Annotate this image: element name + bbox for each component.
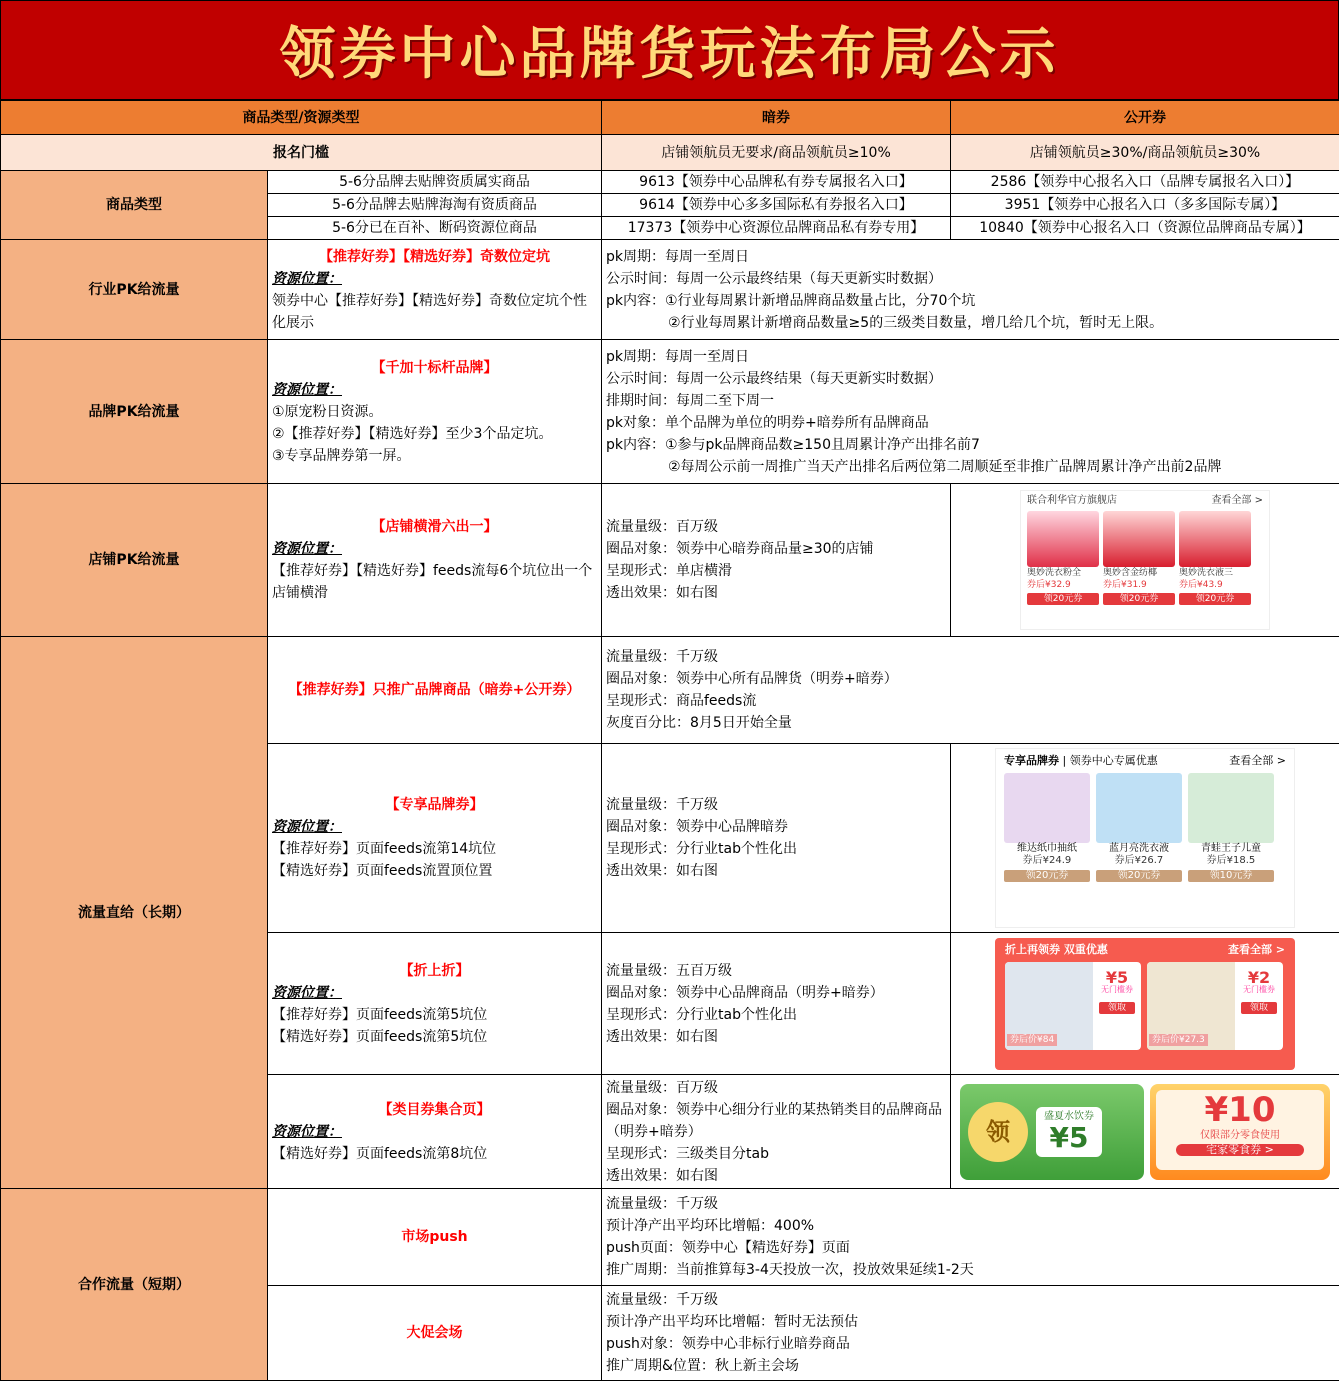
- snack-coupon-card: [1150, 1084, 1330, 1180]
- product-name: 蓝月亮洗衣液: [1109, 843, 1169, 854]
- product-card: [1103, 511, 1175, 605]
- claim-circle: 领: [968, 1102, 1028, 1162]
- rule-line: push页面：领券中心【精选好券】页面: [606, 1240, 850, 1256]
- product-row: [1021, 511, 1269, 605]
- direct-label: 流量直给（长期）: [1, 637, 268, 1189]
- discount-preview: [951, 933, 1339, 1075]
- rule-line: 流量量级：百万级: [606, 519, 718, 535]
- shop-pk-row: [1, 484, 1339, 637]
- coupon-condition: 无门槛券: [1101, 984, 1133, 994]
- rule-line: ②每周公示前一周推广当天产出排名后两位第二周顺延至非推广品牌周累计净产出前2品牌: [668, 458, 1222, 475]
- resource-location-text: 【推荐好券】【精选好券】feeds流每6个坑位出一个店铺横滑: [272, 563, 593, 601]
- coop-promo-name: [268, 1286, 602, 1381]
- discount-card: [1005, 962, 1141, 1050]
- product-image: [1179, 511, 1251, 567]
- rule-line: 灰度百分比：8月5日开始全量: [606, 715, 792, 731]
- product-image: [1096, 773, 1182, 843]
- product-card: [1188, 773, 1274, 882]
- rule-line: 流量量级：千万级: [606, 1196, 718, 1212]
- direct-category-rules: [602, 1075, 951, 1189]
- coupon-button: 领20元券: [1004, 870, 1090, 882]
- brand-pk-resource: [268, 340, 602, 484]
- goods-type-desc: 5-6分已在百补、断码资源位商品: [268, 217, 602, 240]
- coop-push-name: [268, 1189, 602, 1286]
- store-header: [1021, 491, 1269, 511]
- direct-exclusive-highlight: 【专享品牌券】: [385, 797, 484, 813]
- goods-type-dark: 17373【领券中心资源位品牌商品私有券专用】: [602, 217, 951, 240]
- shop-pk-highlight: 【店铺横滑六出一】: [371, 519, 498, 535]
- direct-rec-highlight: 【推荐好券】只推广品牌商品（暗券+公开券）: [288, 682, 581, 698]
- discount-header: [995, 938, 1295, 962]
- store-name: 联合利华官方旗舰店: [1027, 495, 1117, 506]
- exclusive-title: 专享品牌券: [1004, 754, 1059, 767]
- industry-pk-row: [1, 240, 1339, 340]
- resource-line: ③专享品牌券第一屏。: [272, 447, 411, 464]
- drink-coupon-value: ¥5: [1049, 1120, 1089, 1154]
- product-card: [1004, 773, 1090, 882]
- snack-coupon-button: 宅家零食券 >: [1176, 1144, 1304, 1156]
- rule-line: 预计净产出平均环比增幅：400%: [606, 1218, 815, 1234]
- view-all-link: 查看全部 >: [1211, 495, 1263, 506]
- rule-line: pk内容：①参与pk品牌商品数≥150且周累计净产出排名前7: [606, 436, 980, 453]
- rule-line: 推广周期&位置：秋上新主会场: [606, 1358, 799, 1374]
- discount-title: 折上再领券 双重优惠: [1005, 942, 1108, 956]
- discount-mock: [995, 938, 1295, 1070]
- product-image: [1005, 962, 1093, 1050]
- goods-type-dark: 9614【领券中心多多国际私有券报名入口】: [602, 194, 951, 217]
- threshold-open: 店铺领航员≥30%/商品领航员≥30%: [951, 135, 1339, 171]
- header-row: [1, 101, 1339, 135]
- rule-line: pk内容：①行业每周累计新增品牌商品数量占比，分70个坑: [606, 292, 976, 309]
- page-title: 领券中心品牌货玩法布局公示: [279, 21, 1060, 87]
- coupon-block: [1093, 962, 1141, 1050]
- resource-location-label: 资源位置：: [272, 541, 342, 557]
- industry-pk-highlight: 【推荐好券】【精选好券】奇数位定坑: [319, 248, 550, 265]
- coop-push-highlight: 市场push: [401, 1229, 468, 1245]
- drink-coupon-ticket: [1036, 1107, 1102, 1157]
- shop-pk-label: 店铺PK给流量: [1, 484, 268, 637]
- brand-pk-label: 品牌PK给流量: [1, 340, 268, 484]
- rule-line: 呈现形式：三级类目分tab: [606, 1145, 769, 1162]
- rule-line: pk周期：每周一至周日: [606, 248, 749, 265]
- direct-exclusive-rules: [602, 744, 951, 933]
- resource-location-text: 领券中心【推荐好券】【精选好券】奇数位定坑个性化展示: [272, 292, 587, 331]
- resource-location-label: 资源位置：: [272, 270, 342, 287]
- rule-line: 流量量级：千万级: [606, 1292, 718, 1308]
- direct-rec-rules: [602, 637, 1339, 744]
- goods-type-desc: 5-6分品牌去贴牌海淘有资质商品: [268, 194, 602, 217]
- product-image: [1103, 511, 1175, 567]
- header-dark-coupon: 暗券: [602, 101, 951, 135]
- snack-coupon-condition: 仅限部分零食使用: [1200, 1129, 1280, 1141]
- rule-line: 圈品对象：领券中心品牌暗券: [606, 819, 788, 835]
- rule-line: 呈现形式：单店横滑: [606, 563, 732, 579]
- shop-pk-rules: [602, 484, 951, 637]
- goods-type-dark: 9613【领券中心品牌私有券专属报名入口】: [602, 171, 951, 194]
- coop-promo-rules: [602, 1286, 1339, 1381]
- rule-line: 呈现形式：分行业tab个性化出: [606, 841, 797, 857]
- threshold-dark: 店铺领航员无要求/商品领航员≥10%: [602, 135, 951, 171]
- industry-pk-resource: [268, 240, 602, 340]
- direct-discount-resource: [268, 933, 602, 1075]
- shop-slider-preview: [951, 484, 1339, 637]
- coupon-button: 领20元券: [1096, 870, 1182, 882]
- product-row: [996, 773, 1294, 882]
- discount-card: [1147, 962, 1283, 1050]
- rule-line: 公示时间：每周一公示最终结果（每天更新实时数据）: [606, 370, 942, 387]
- product-price: 券后¥18.5: [1206, 855, 1256, 866]
- product-name: 维达纸巾抽纸: [1017, 843, 1077, 854]
- exclusive-coupon-mock: [995, 748, 1295, 928]
- drink-coupon-title: 盛夏水饮券: [1044, 1110, 1094, 1122]
- rule-line: 流量量级：百万级: [606, 1079, 718, 1096]
- product-price: 券后¥43.9: [1179, 580, 1223, 590]
- rule-line: 透出效果：如右图: [606, 863, 718, 879]
- resource-line: 【精选好券】页面feeds流置顶位置: [272, 863, 493, 879]
- product-image: [1004, 773, 1090, 843]
- product-card: [1027, 511, 1099, 605]
- exclusive-subtitle: 领券中心专属优惠: [1069, 754, 1158, 767]
- goods-type-open: 3951【领券中心报名入口（多多国际专属）】: [951, 194, 1339, 217]
- header-open-coupon: 公开券: [951, 101, 1339, 135]
- threshold-label: 报名门槛: [1, 135, 602, 171]
- product-image: [1188, 773, 1274, 843]
- product-price-tag: 券后价¥27.3: [1149, 1034, 1208, 1046]
- resource-location-label: 资源位置：: [272, 819, 342, 835]
- industry-pk-rules: [602, 240, 1339, 340]
- product-price: 券后¥32.9: [1027, 580, 1071, 590]
- rule-line: 透出效果：如右图: [606, 585, 718, 601]
- resource-location-label: 资源位置：: [272, 984, 342, 1001]
- rule-line: 推广周期：当前推算每3-4天投放一次，投放效果延续1-2天: [606, 1262, 974, 1278]
- product-name: 青蛙王子儿童: [1201, 843, 1261, 854]
- rule-line: 透出效果：如右图: [606, 1028, 718, 1045]
- exclusive-coupon-preview: [951, 744, 1339, 933]
- category-coupon-preview: [951, 1075, 1339, 1189]
- goods-type-desc: 5-6分品牌去贴牌资质属实商品: [268, 171, 602, 194]
- goods-type-open: 10840【领券中心报名入口（资源位品牌商品专属）】: [951, 217, 1339, 240]
- goods-type-row: [1, 171, 1339, 194]
- direct-category-highlight: 【类目券集合页】: [378, 1101, 491, 1118]
- resource-line: 【推荐好券】页面feeds流第5坑位: [272, 1006, 488, 1023]
- claim-button: 领取: [1241, 1002, 1277, 1014]
- coupon-button: 领20元券: [1179, 593, 1251, 605]
- direct-category-resource: [268, 1075, 602, 1189]
- brand-pk-rules: [602, 340, 1339, 484]
- coop-promo-highlight: 大促会场: [406, 1325, 463, 1341]
- product-name: 奥妙含金纺椰: [1103, 568, 1158, 578]
- direct-discount-rules: [602, 933, 951, 1075]
- resource-line: ②【推荐好券】【精选好券】至少3个品定坑。: [272, 425, 553, 442]
- rule-line: 圈品对象：领券中心暗券商品量≥30的店铺: [606, 541, 874, 557]
- direct-exclusive-resource: [268, 744, 602, 933]
- product-price-tag: 券后价¥84: [1007, 1034, 1057, 1046]
- resource-location-label: 资源位置：: [272, 381, 342, 398]
- rule-line: pk周期：每周一至周日: [606, 348, 749, 365]
- rule-line: 圈品对象：领券中心所有品牌货（明券+暗券）: [606, 671, 898, 687]
- resource-line: 【推荐好券】页面feeds流第14坑位: [272, 841, 497, 857]
- snack-coupon-inner: [1156, 1090, 1324, 1170]
- rule-line: pk对象：单个品牌为单位的明券+暗券所有品牌商品: [606, 414, 929, 431]
- rule-line: 公示时间：每周一公示最终结果（每天更新实时数据）: [606, 270, 942, 287]
- view-all-link: 查看全部 >: [1227, 942, 1285, 956]
- claim-button: 领取: [1099, 1002, 1135, 1014]
- coupon-button: 领20元券: [1027, 593, 1099, 605]
- resource-line: 【精选好券】页面feeds流第5坑位: [272, 1028, 488, 1045]
- industry-pk-label: 行业PK给流量: [1, 240, 268, 340]
- rule-line: 呈现形式：商品feeds流: [606, 693, 757, 709]
- product-name: 奥妙洗衣液三: [1179, 568, 1234, 578]
- rule-line: 流量量级：千万级: [606, 797, 718, 813]
- title-bar: [0, 0, 1339, 100]
- goods-type-open: 2586【领券中心报名入口（品牌专属报名入口）】: [951, 171, 1339, 194]
- coupon-button: 领20元券: [1103, 593, 1175, 605]
- coop-push-row: [1, 1189, 1339, 1286]
- rule-line: 圈品对象：领券中心细分行业的某热销类目的品牌商品（明券+暗券）: [606, 1101, 942, 1140]
- coupon-value: ¥5: [1105, 967, 1129, 987]
- store-slider-mock: [1020, 490, 1270, 630]
- layout-table: [0, 100, 1339, 1381]
- exclusive-header: [996, 749, 1294, 773]
- drink-coupon-card: [960, 1084, 1144, 1180]
- product-price: 券后¥31.9: [1103, 580, 1147, 590]
- coop-push-rules: [602, 1189, 1339, 1286]
- rule-line: 透出效果：如右图: [606, 1167, 718, 1184]
- view-all-link: 查看全部 >: [1229, 754, 1286, 767]
- header-goods-resource-type: 商品类型/资源类型: [1, 101, 602, 135]
- product-price: 券后¥26.7: [1114, 855, 1164, 866]
- rule-line: 圈品对象：领券中心品牌商品（明券+暗券）: [606, 984, 884, 1001]
- product-card: [1096, 773, 1182, 882]
- rule-line: 呈现形式：分行业tab个性化出: [606, 1006, 797, 1023]
- rule-line: push对象：领券中心非标行业暗券商品: [606, 1336, 850, 1352]
- product-image: [1027, 511, 1099, 567]
- product-image: [1147, 962, 1235, 1050]
- coop-label: 合作流量（短期）: [1, 1189, 268, 1381]
- rule-line: ②行业每周累计新增商品数量≥5的三级类目数量，增几给几个坑，暂时无上限。: [668, 314, 1164, 331]
- brand-pk-row: [1, 340, 1339, 484]
- exclusive-title-wrap: 专享品牌券 | 领券中心专属优惠: [1004, 754, 1158, 767]
- direct-discount-highlight: 【折上折】: [399, 962, 470, 979]
- direct-rec-resource: [268, 637, 602, 744]
- discount-row: [995, 962, 1295, 1050]
- rule-line: 排期时间：每周二至下周一: [606, 392, 774, 409]
- direct-rec-row: [1, 637, 1339, 744]
- coupon-condition: 无门槛券: [1243, 984, 1275, 994]
- goods-type-label: 商品类型: [1, 171, 268, 240]
- threshold-row: [1, 135, 1339, 171]
- product-price: 券后¥24.9: [1022, 855, 1072, 866]
- coupon-block: [1235, 962, 1283, 1050]
- resource-line: 【精选好券】页面feeds流第8坑位: [272, 1145, 488, 1162]
- product-card: [1179, 511, 1251, 605]
- brand-pk-highlight: 【千加十标杆品牌】: [371, 359, 498, 376]
- resource-line: ①原宠粉日资源。: [272, 403, 383, 420]
- category-coupon-mock: [960, 1084, 1330, 1180]
- rule-line: 流量量级：千万级: [606, 649, 718, 665]
- coupon-value: ¥2: [1247, 967, 1271, 987]
- rule-line: 预计净产出平均环比增幅：暂时无法预估: [606, 1314, 858, 1330]
- coupon-button: 领10元券: [1188, 870, 1274, 882]
- rule-line: 流量量级：五百万级: [606, 962, 732, 979]
- product-name: 奥妙洗衣粉全: [1027, 568, 1082, 578]
- resource-location-label: 资源位置：: [272, 1123, 342, 1140]
- snack-coupon-value: ¥10: [1204, 1089, 1276, 1130]
- shop-pk-resource: [268, 484, 602, 637]
